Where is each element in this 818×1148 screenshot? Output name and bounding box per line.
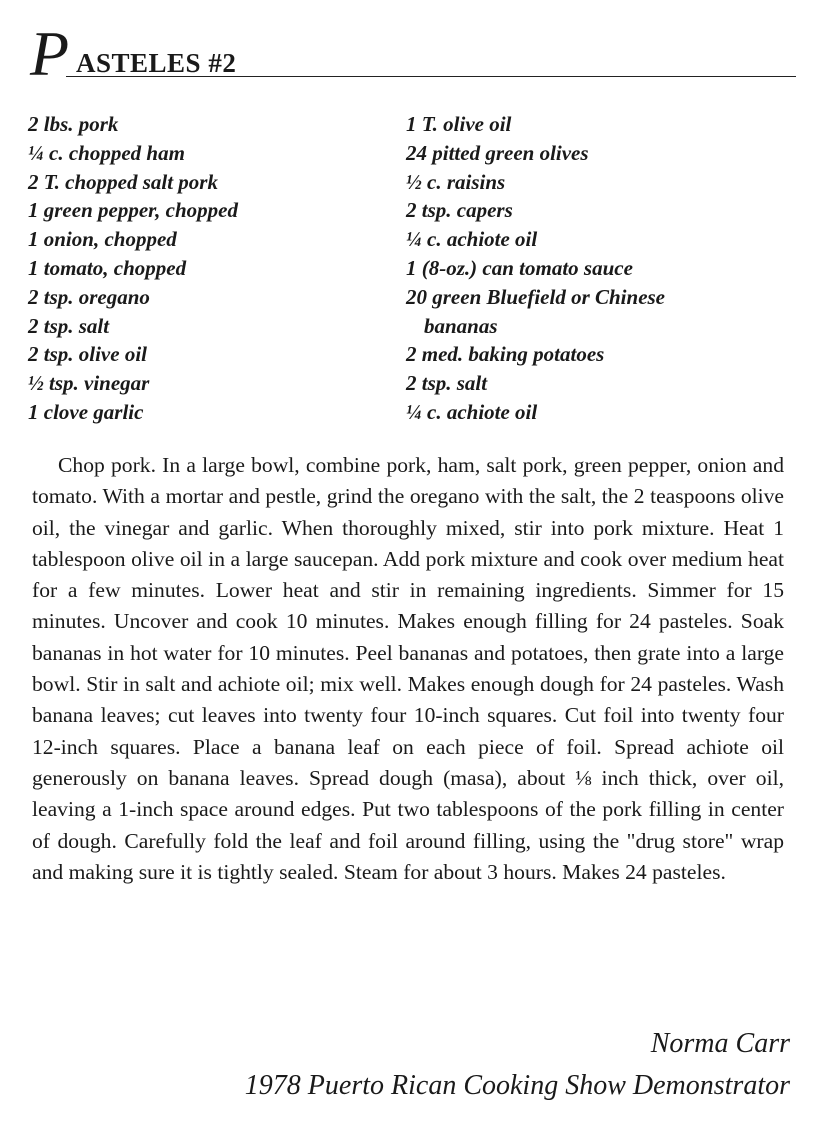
- ingredient-item: ¼ c. achiote oil: [406, 399, 538, 424]
- ingredient-item: ½ tsp. vinegar: [28, 371, 150, 396]
- ingredients-right-column: [406, 110, 786, 427]
- ingredient-item-continuation: bananas: [424, 313, 498, 338]
- ingredient-item: 24 pitted green olives: [406, 140, 589, 165]
- title-initial: P: [30, 18, 70, 89]
- title-text: ASTELES #2: [76, 48, 237, 78]
- ingredient-item: 20 green Bluefield or Chinese: [406, 284, 666, 309]
- ingredient-item: 2 tsp. salt: [406, 371, 488, 396]
- ingredient-item: 1 T. olive oil: [406, 112, 512, 136]
- ingredient-item: 2 tsp. salt: [28, 313, 110, 338]
- recipe-instructions: Chop pork. In a large bowl, combine pork, ham, salt pork, green pepper, onion and tomato. With a mortar and pestle, grind the oregano with the salt, the 2 teaspoons olive oil, the vinegar and garlic. When thoroughly mixed, stir into pork mixture. Heat 1 tablespoon olive oil in a large saucepan. Add pork mixture and cook over medium heat for a few minutes. Lower heat and stir in remaining ingredients. Simmer for 15 minutes. Uncover and cook 10 minutes. Makes enough filling for 24 pasteles. Soak bananas in hot water for 10 minutes. Peel bananas and potatoes, then grate into a large bowl. Stir in salt and achiote oil; mix well. Makes enough dough for 24 pasteles. Wash banana leaves; cut leaves into twenty four 10-inch squares. Cut foil into twenty four 12-inch squares. Place a banana leaf on each piece of foil. Spread achiote oil generously on banana leaves. Spread dough (masa), about ⅛ inch thick, over oil, leaving a 1-inch space around edges. Put two tablespoons of the pork filling in center of dough. Carefully fold the leaf and foil around filling, using the "drug store" wrap and making sure it is tightly sealed. Steam for about 3 hours. Makes 24 pasteles.: [32, 453, 784, 884]
- ingredient-item: ¼ c. achiote oil: [406, 227, 538, 252]
- title-underline: [66, 76, 796, 77]
- ingredient-item: 2 med. baking potatoes: [406, 342, 605, 367]
- ingredient-item: 2 tsp. capers: [406, 198, 513, 223]
- ingredient-item: 2 lbs. pork: [28, 112, 119, 136]
- signature-name: Norma Carr: [650, 1028, 790, 1059]
- signature-credit: 1978 Puerto Rican Cooking Show Demonstrator: [244, 1070, 790, 1101]
- ingredient-item: 2 tsp. oregano: [28, 284, 150, 309]
- ingredient-item: 1 tomato, chopped: [28, 255, 187, 280]
- ingredient-item: 2 T. chopped salt pork: [28, 169, 218, 194]
- ingredient-item: 1 onion, chopped: [28, 227, 177, 252]
- ingredient-item: 1 clove garlic: [28, 399, 144, 424]
- recipe-title: [30, 18, 766, 89]
- ingredient-item: 1 (8-oz.) can tomato sauce: [406, 255, 633, 280]
- ingredient-item: ¼ c. chopped ham: [28, 140, 185, 165]
- ingredients-left-column: [28, 110, 388, 427]
- ingredient-item: 2 tsp. olive oil: [28, 342, 147, 367]
- ingredient-item: 1 green pepper, chopped: [28, 198, 238, 223]
- ingredient-item: ½ c. raisins: [406, 169, 506, 194]
